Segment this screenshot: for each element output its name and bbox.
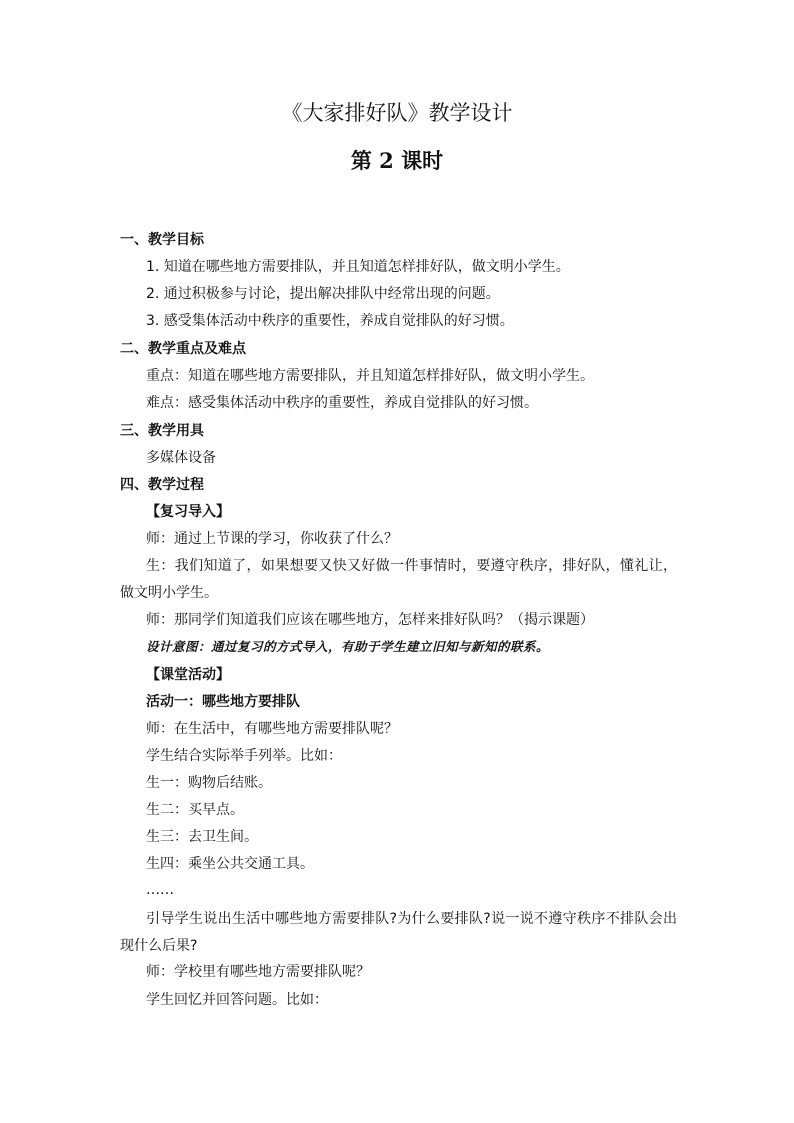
section-heading-process: 四、教学过程	[120, 477, 204, 493]
student-answer-1: 生一：购物后结账。	[146, 775, 272, 791]
objective-item-2: 2. 通过积极参与讨论，提出解决排队中经常出现的问题。	[146, 286, 500, 302]
objective-item-1: 1. 知道在哪些地方需要排队，并且知道怎样排好队，做文明小学生。	[146, 259, 570, 275]
difficulty-point: 难点：感受集体活动中秩序的重要性，养成自觉排队的好习惯。	[146, 395, 538, 411]
section-heading-key-points: 二、教学重点及难点	[120, 341, 246, 357]
teacher-line-1: 师：通过上节课的学习，你收获了什么？	[146, 531, 398, 547]
teacher-question-1: 师：在生活中，有哪些地方需要排队呢？	[146, 721, 398, 737]
student-answer-4: 生四：乘坐公共交通工具。	[146, 856, 314, 872]
ellipsis: ……	[146, 882, 174, 898]
teacher-line-2: 师：那同学们知道我们应该在哪些地方，怎样来排好队吗？（揭示课题）	[146, 612, 594, 628]
document-title: 《大家排好队》教学设计	[281, 101, 513, 125]
objective-item-3: 3. 感受集体活动中秩序的重要性，养成自觉排队的好习惯。	[146, 313, 514, 329]
student-list-intro: 学生结合实际举手列举。比如：	[146, 748, 342, 764]
student-line-1: 生：我们知道了，如果想要又快又好做一件事情时，要遵守秩序，排好队，懂礼让，做文明小学生。	[120, 558, 677, 601]
guide-paragraph: 引导学生说出生活中哪些地方需要排队?为什么要排队?说一说不遵守秩序不排队会出现什么后果?	[120, 911, 677, 954]
classroom-activity-label: 【课堂活动】	[146, 667, 230, 683]
section-heading-objectives: 一、教学目标	[120, 232, 204, 248]
teaching-tool: 多媒体设备	[146, 450, 216, 466]
key-point: 重点：知道在哪些地方需要排队，并且知道怎样排好队，做文明小学生。	[146, 368, 594, 384]
review-intro-label: 【复习导入】	[146, 504, 230, 520]
student-answer-3: 生三：去卫生间。	[146, 829, 258, 845]
design-intent: 设计意图：通过复习的方式导入，有助于学生建立旧知与新知的联系。	[146, 639, 550, 654]
section-heading-tools: 三、教学用具	[120, 423, 204, 439]
activity-one-title: 活动一：哪些地方要排队	[146, 694, 300, 710]
student-recall-line: 学生回忆并回答问题。比如：	[146, 992, 328, 1008]
lesson-number: 第 2 课时	[350, 148, 444, 173]
student-answer-2: 生二：买早点。	[146, 802, 244, 818]
teacher-question-2: 师：学校里有哪些地方需要排队呢？	[146, 964, 370, 980]
